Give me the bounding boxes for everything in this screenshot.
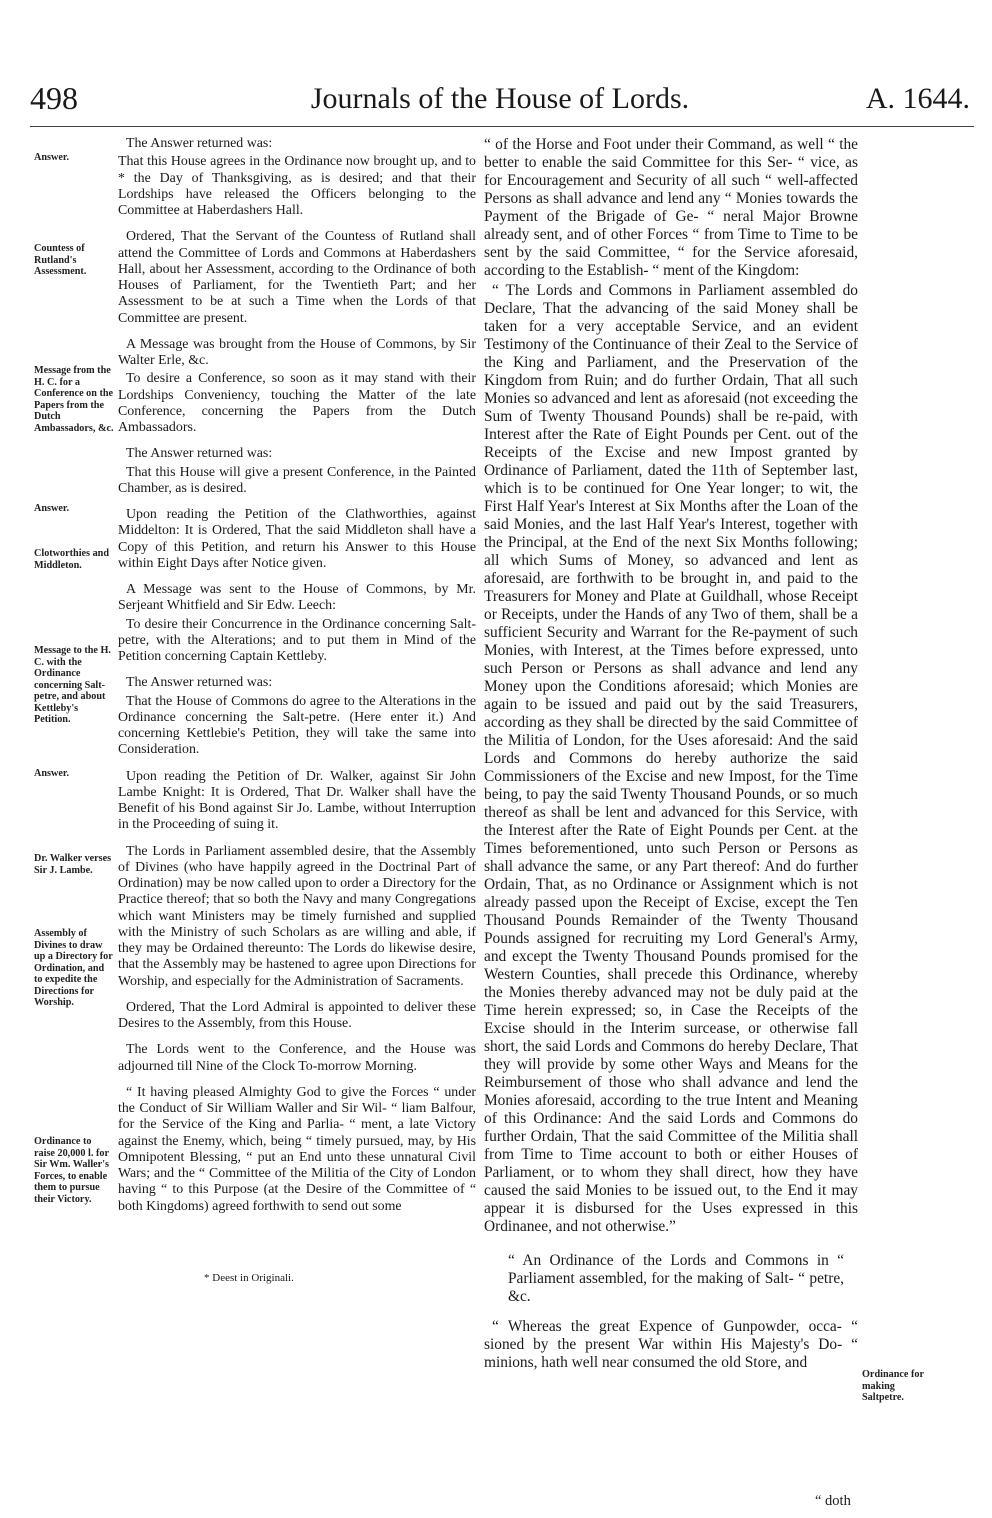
margin-note: Ordinance to raise 20,000 l. for Sir Wm. Waller's Forces, to enable them to pursue their Victory. bbox=[34, 1136, 109, 1205]
margin-note: Ordinance for making Saltpetre. bbox=[862, 1369, 924, 1403]
paragraph: A Message was sent to the House of Commons, by Mr. Serjeant Whitfield and Sir Edw. Leech: bbox=[118, 582, 476, 614]
paragraph: The Lords in Parliament assembled desire, that the Assembly of Divines (who have happily agreed in the Doctrinal Part of Ordination) may be now called upon to order a Directory for the Practice thereof; that so both the Navy and many Congregations which want Ministers may be timely furnished and supplied with the Ministry of such Scholars as are willing and able, if they may be Ordained thereunto: The Lords do likewise desire, that the Assembly may be hastened to agree upon Directions for Worship, and especially for the Administration of Sacraments. bbox=[118, 843, 476, 989]
paragraph: The Answer returned was: bbox=[126, 136, 273, 151]
footnote: * Deest in Originali. bbox=[204, 1272, 294, 1284]
paragraph: The Answer returned was: bbox=[126, 446, 273, 462]
paragraph: “ The Lords and Commons in Parliament assembled do Declare, That the advancing of the said Money shall be taken for a very acceptable Service, and an evident Testimony of the Continuance of their Zeal to the Service of the King and Parliament, and the Preservation of the Kingdom from Ruin; and do further Ordain, That all such Monies so advanced and lent as aforesaid (not exceeding the Sum of Twenty Thousand Pounds) shall be re-paid, with Interest after the Rate of Eight Pounds per Cent. out of the Receipts of the Excise and new Impost granted by Ordinance of Parliament, dated the 11th of September last, which is to be continued for One Year longer; to wit, the First Half Year's Interest at Six Months after the Loan of the said Monies, and the last Half Year's Interest, together with the Principal, at the End of the next Six Months following; all which Sums of Money, so advanced and lent as aforesaid, are forthwith to be brought in, and paid to the Treasurers for Money and Plate at Guildhall, whose Receipt or Receipts, under the Hands of any Two of them, shall be a sufficient Security and Warrant for the Re-payment of such Monies, with Interest, at the Times before expressed, unto such Person or Persons as shall advance and lend any Money upon the Conditions aforesaid; which Monies are again to be issued and paid out by the said Treasurers, according as they shall be directed by the said Committee of the Militia of London, for the Uses aforesaid: And the said Lords and Commons do hereby authorize the said Commissioners of the Excise and new Impost, for the Time being, to pay the said Twenty Thousand Pounds, or so much thereof as shall be lent and advanced for this Service, with the Interest after the Rate of Eight Pounds per Cent. at the Times beforementioned, unto such Person or Persons as shall advance the same, or any Part thereof: And do further Ordain, That, as no Ordinance or Assignment which is not already passed upon the Receipt of Excise, except the Ten Thousand Pounds Remainder of the Twenty Thousand Pounds assigned for recruiting my Lord General's Army, and except the Twenty Thousand Pounds promised for the Western Counties, shall precede this Ordinance, whereby the Monies thereby advanced may not be duly paid at the Time herein expressed; so, in Case the Receipts of the Excise should in the Interim surcease, or otherwise fall short, the said Lords and Commons do hereby Declare, That they will provide by some other Ways and Means for the Reimbursement of those who shall advance and lend the Monies aforesaid, according to the true Intent and Meaning of this Ordinance: And the said Lords and Commons do further Ordain, That the said Committee of the Militia shall from Time to Time account to both or either Houses of Parliament, or to whom they shall direct, how they have caused the said Monies to be issued out, to the End it may appear it is disbursed for the Uses expressed in this Ordinanee, and not otherwise.” bbox=[484, 282, 858, 1235]
paragraph: A Message was brought from the House of Commons, by Sir Walter Erle, &c. bbox=[118, 336, 476, 368]
right-column bbox=[484, 136, 858, 1382]
year: A. 1644. bbox=[865, 82, 970, 115]
running-header bbox=[30, 80, 970, 130]
paragraph: “ of the Horse and Foot under their Command, as well “ the better to enable the said Committee for this Ser- “ vice, as for Encouragement and Security of all such “ well-affected Persons as shall advance and lend any “ Monies towards the Payment of the Brigade of Ge- “ neral Major Browne already sent, and of other Forces “ from Time to Time to be sent by the said Committee, “ for the Service aforesaid, according to the Establish- “ ment of the Kingdom: bbox=[484, 136, 858, 279]
left-column bbox=[118, 136, 476, 1225]
paragraph: The Answer returned was: bbox=[126, 675, 273, 691]
paragraph: The Lords went to the Conference, and the House was adjourned till Nine of the Clock To-morrow Morning. bbox=[118, 1042, 476, 1074]
margin-note: Assembly of Divines to draw up a Directory for Ordination, and to expedite the Directions for Worship. bbox=[34, 928, 113, 1008]
paragraph: Upon reading the Petition of the Clathworthies, against Middelton: It is Ordered, That the said Middleton shall have a Copy of this Petition, and return his Answer to this House within Eight Days after Notice given. bbox=[118, 507, 476, 571]
paragraph: “ It having pleased Almighty God to give the Forces “ under the Conduct of Sir William Waller and Sir Wil- “ liam Balfour, for the Service of the King and Parlia- “ ment, a late Victory against the Enemy, which, being “ timely pursued, may, by His Omnipotent Blessing, “ put an End unto these unnatural Civil Wars; and the “ Committee of the Militia of the City of London having “ to this Purpose (at the Desire of the Committee of “ both Kingdoms) agreed forthwith to send out some bbox=[118, 1084, 476, 1214]
margin-note: Countess of Rutland's Assessment. bbox=[34, 243, 87, 277]
paragraph: That this House will give a present Conference, in the Painted Chamber, as is desired. bbox=[118, 464, 476, 496]
margin-note: Message from the H. C. for a Conference on the Papers from the Dutch Ambassadors, &c. bbox=[34, 365, 114, 434]
paragraph: “ Whereas the great Expence of Gunpowder, occa- “ sioned by the present War within His Majesty's Do- “ minions, hath well near consumed the old Store, and bbox=[484, 1318, 858, 1371]
header-rule bbox=[30, 126, 974, 127]
margin-note: Answer. bbox=[34, 768, 69, 779]
margin-note: Answer. bbox=[34, 152, 69, 163]
margin-note: Clotworthies and Middleton. bbox=[34, 548, 109, 571]
paragraph: To desire their Concurrence in the Ordinance concerning Salt-petre, with the Alterations; and to put them in Mind of the Petition concerning Captain Kettleby. bbox=[118, 616, 476, 664]
ordinance-heading: “ An Ordinance of the Lords and Commons in “ Parliament assembled, for the making of Salt- “ petre, &c. bbox=[508, 1252, 844, 1305]
paragraph: To desire a Conference, so soon as it may stand with their Lordships Conveniency, touching the Matter of the late Conference, concerning the Papers from the Dutch Ambassadors. bbox=[118, 371, 476, 435]
margin-note: Message to the H. C. with the Ordinance concerning Salt-petre, and about Kettleby's Petition. bbox=[34, 645, 111, 725]
journal-title: Journals of the House of Lords. bbox=[310, 82, 690, 115]
catchword: “ doth bbox=[815, 1493, 851, 1509]
paragraph: Ordered, That the Lord Admiral is appointed to deliver these Desires to the Assembly, from this House. bbox=[118, 999, 476, 1031]
paragraph: That this House agrees in the Ordinance now brought up, and to * the Day of Thanksgiving, as is desired; and that their Lordships have released the Officers belonging to the Committee at Haberdashers Hall. bbox=[118, 154, 476, 218]
page-number: 498 bbox=[30, 80, 78, 116]
margin-note: Answer. bbox=[34, 503, 69, 514]
paragraph: Upon reading the Petition of Dr. Walker, against Sir John Lambe Knight: It is Ordered, That Dr. Walker shall have the Benefit of his Bond against Sir Jo. Lambe, without Interruption in the Proceeding of suing it. bbox=[118, 768, 476, 833]
paragraph: Ordered, That the Servant of the Countess of Rutland shall attend the Committee of Lords and Commons at Haberdashers Hall, about her Assessment, according to the Ordinance of both Houses of Parliament, for the Twentieth Part; and her Assessment to be at such a Time when the Lords of that Committee are present. bbox=[118, 229, 476, 326]
margin-note: Dr. Walker verses Sir J. Lambe. bbox=[34, 853, 112, 876]
paragraph: That the House of Commons do agree to the Alterations in the Ordinance concerning the Salt-petre. (Here enter it.) And concerning Kettlebie's Petition, they will take the same into Consideration. bbox=[118, 693, 476, 758]
